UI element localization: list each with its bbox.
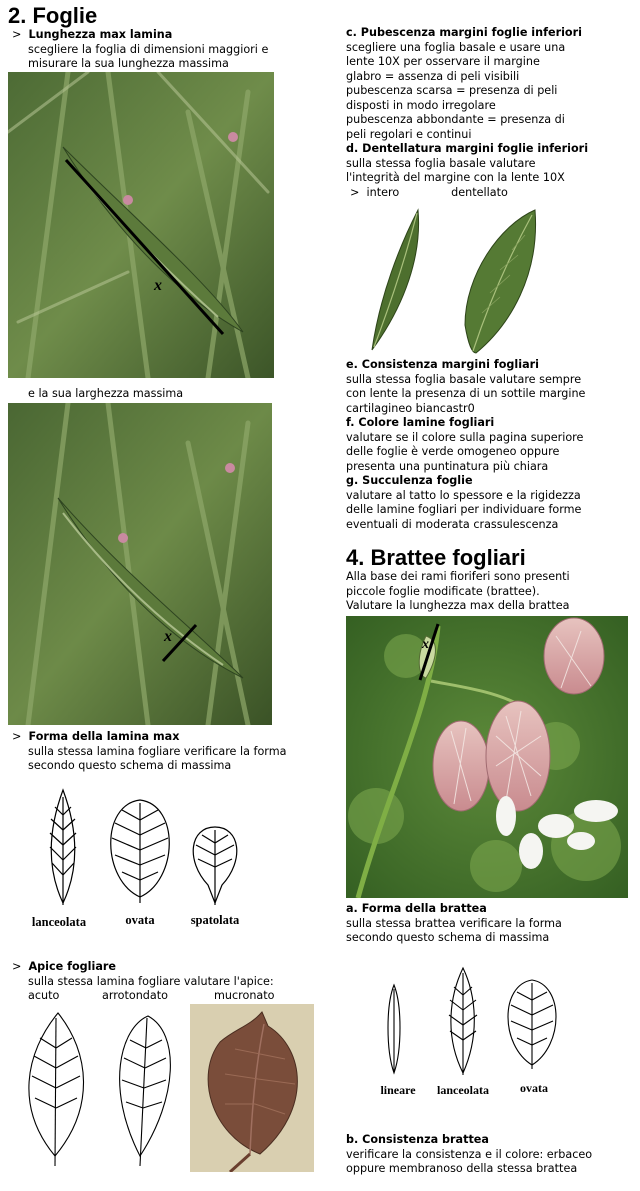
margin-leaves-drawing (360, 205, 550, 355)
c-line: scegliere una foglia basale e usare una (346, 40, 566, 54)
c-line: pubescenza abbondante = presenza di (346, 113, 565, 126)
intro-line: piccole foglie modificate (brattee). (346, 584, 540, 598)
apice-heading: Apice fogliare (28, 960, 117, 973)
g-line: eventuali di moderata crassulescenza (346, 517, 559, 531)
section-b (346, 1133, 636, 1177)
bract-label-lanceolata: lanceolata (437, 1083, 489, 1097)
lunghezza-block (12, 28, 332, 72)
bullet-marker: > (12, 28, 22, 41)
lunghezza-line1: scegliere la foglia di dimensioni maggiori e (28, 42, 269, 56)
e-line: con lente la presenza di un sottile margine (346, 387, 586, 400)
apice-line1: sulla stessa lamina fogliare valutare l'apice: (28, 974, 274, 988)
d-line: sulla stessa foglia basale valutare (346, 156, 536, 170)
bullet-marker: > (12, 730, 22, 743)
leaf-length-photo (8, 72, 274, 378)
section-c (346, 26, 636, 200)
section-4-intro (346, 570, 636, 614)
larghezza-text: e la sua larghezza massima (28, 387, 184, 400)
forma-line1: sulla stessa lamina fogliare verificare la forma (28, 744, 287, 758)
a-line1: sulla stessa brattea verificare la forma (346, 916, 562, 930)
f-heading: f. Colore lamine fogliari (346, 416, 495, 429)
section-a (346, 902, 636, 946)
e-line: cartilagineo biancastr0 (346, 401, 475, 415)
apice-label-mucronato: mucronato (214, 989, 275, 1002)
d-heading: d. Dentellatura margini foglie inferiori (346, 142, 589, 155)
shape-label-spatolata: spatolata (190, 913, 240, 927)
apice-label-arrotondato: arrotondato (102, 989, 168, 1002)
photo-mark-x-2: x (164, 628, 172, 645)
c-line: lente 10X per osservare il margine (346, 55, 540, 68)
leaf-width-photo (8, 403, 272, 725)
c-line: pubescenza scarsa = presenza di peli (346, 84, 558, 97)
f-line: presenta una puntinatura più chiara (346, 459, 549, 473)
e-line: sulla stessa foglia basale valutare sempre (346, 372, 582, 386)
c-line: peli regolari e continui (346, 127, 472, 141)
a-heading: a. Forma della brattea (346, 902, 487, 915)
shape-label-lanceolata: lanceolata (31, 915, 87, 929)
section-efg (346, 358, 636, 532)
c-line: glabro = assenza di peli visibili (346, 69, 520, 83)
f-line: delle foglie è verde omogeneo oppure (346, 445, 560, 458)
d-line: l'integrità del margine con la lente 10X (346, 171, 565, 184)
apice-label-acuto: acuto (28, 989, 60, 1002)
leaf-shapes-drawing (30, 785, 260, 910)
bract-label-ovata: ovata (520, 1081, 548, 1095)
forma-line2: secondo questo schema di massima (28, 759, 232, 772)
bullet-marker: > (12, 960, 22, 973)
b-line2: oppure membranoso della stessa brattea (346, 1162, 578, 1175)
label-intero: intero (366, 185, 400, 199)
label-dentellato: dentellato (451, 185, 508, 199)
shape-label-ovata: ovata (125, 913, 155, 927)
intro-line: Valutare la lunghezza max della brattea (346, 599, 570, 612)
section-2-title: 2. Foglie (8, 3, 98, 28)
f-line: valutare se il colore sulla pagina superiore (346, 430, 584, 444)
bract-photo (346, 616, 628, 898)
lunghezza-line2: misurare la sua lunghezza massima (28, 57, 229, 70)
bullet-marker: > (350, 185, 360, 199)
apice-block (12, 960, 332, 989)
forma-heading: Forma della lamina max (28, 730, 180, 743)
a-line2: secondo questo schema di massima (346, 931, 550, 944)
lunghezza-heading: Lunghezza max lamina (28, 28, 173, 41)
g-line: valutare al tatto lo spessore e la rigidezza (346, 488, 581, 502)
intro-line: Alla base dei rami fioriferi sono presenti (346, 570, 570, 583)
mucronato-leaf-photo (190, 1004, 314, 1172)
c-heading: c. Pubescenza margini foglie inferiori (346, 26, 582, 39)
b-line1: verificare la consistenza e il colore: erbaceo (346, 1147, 593, 1161)
g-line: delle lamine fogliari per individuare forme (346, 503, 582, 516)
c-line: disposti in modo irregolare (346, 98, 496, 112)
section-4-title: 4. Brattee fogliari (346, 545, 526, 570)
g-heading: g. Succulenza foglie (346, 474, 473, 487)
b-heading: b. Consistenza brattea (346, 1133, 489, 1146)
forma-block (12, 730, 332, 774)
e-heading: e. Consistenza margini fogliari (346, 358, 539, 371)
apex-shapes-drawing (10, 1008, 190, 1168)
photo-mark-x-3: x (422, 637, 429, 652)
photo-mark-x: x (154, 277, 162, 294)
bract-label-lineare: lineare (380, 1083, 416, 1097)
bract-shapes-drawing (372, 965, 572, 1080)
